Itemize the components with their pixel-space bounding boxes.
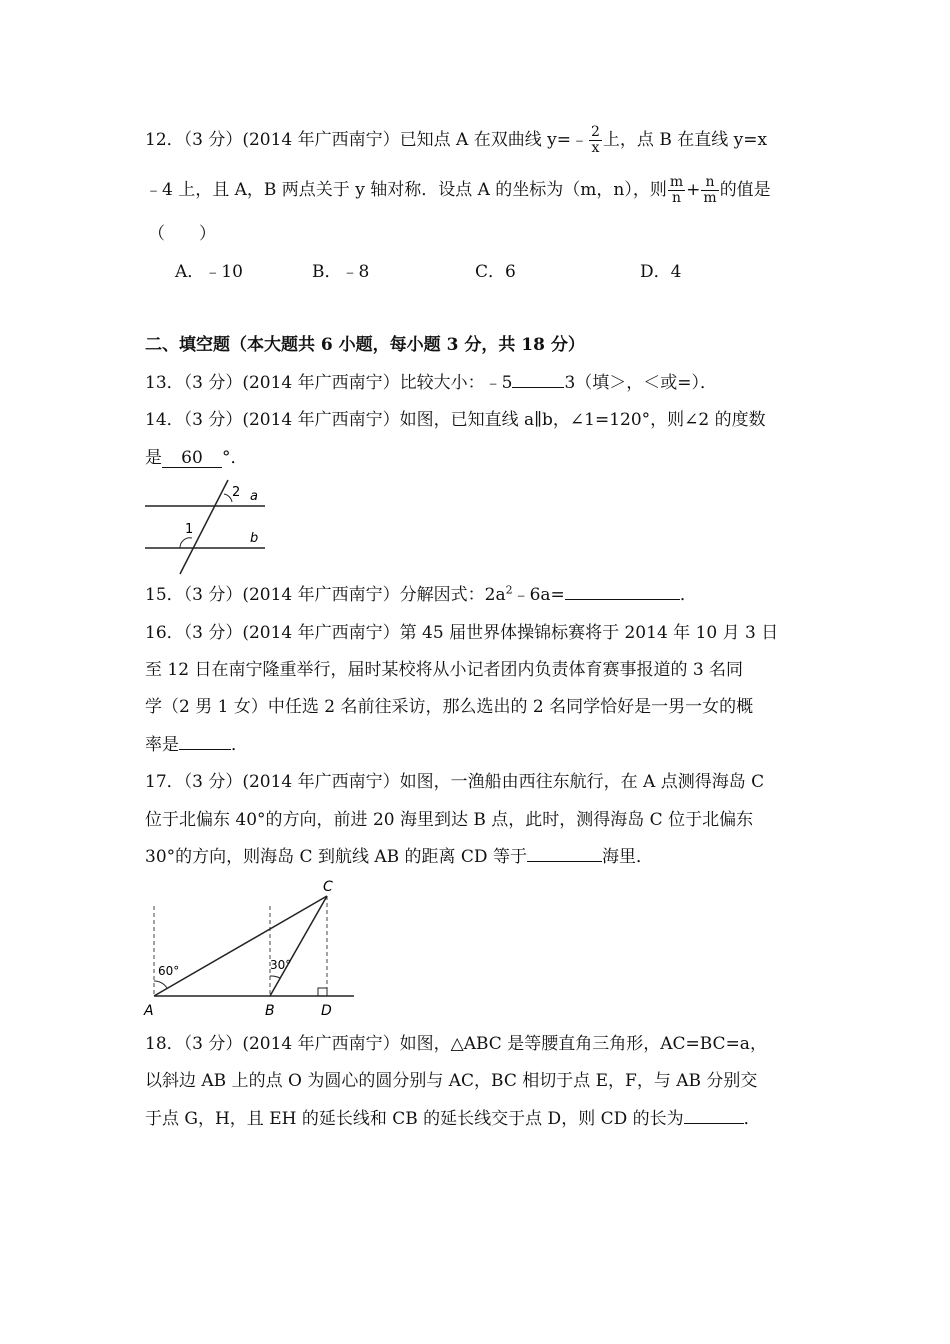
q17-arc-30: [270, 976, 280, 978]
q17-right-angle: [318, 988, 327, 996]
q15-tail: ．: [679, 585, 697, 605]
q18-line2: 以斜边 AB 上的点 O 为圆心的圆分别与 AC，BC 相切于点 E，F，与 AB 分别交: [145, 1071, 758, 1091]
q17-line1: 17．（3 分）(2014 年广西南宁）如图，一渔船由西往东航行，在 A 点测得海岛 C: [145, 772, 765, 792]
q12-option-b: B．﹣8: [312, 262, 370, 282]
q14-label-a: a: [250, 489, 258, 504]
q15-sup: 2: [505, 583, 513, 597]
q12-line1: [145, 125, 767, 156]
q16-line4-post: ．: [231, 735, 248, 755]
q18-line3-pre: 于点 G，H，且 EH 的延长线和 CB 的延长线交于点 D，则 CD 的长为: [145, 1109, 684, 1129]
q16-line1: 16．（3 分）(2014 年广西南宁）第 45 届世界体操锦标赛将于 2014 年 10 月 3 日: [145, 623, 779, 643]
q14-angle2-arc: [224, 494, 232, 502]
q14-angle1-arc: [180, 538, 192, 548]
q16-line4-pre: 率是: [145, 735, 179, 755]
q13-blank: [512, 387, 564, 388]
q12-fraction: [589, 125, 602, 156]
q16-blank: [179, 749, 231, 750]
q14-figure: [140, 478, 270, 578]
q13-tail: 3（填＞，＜或=）．: [564, 373, 718, 393]
q14-label-1: 1: [185, 522, 194, 537]
q12-f2-num: n: [701, 175, 718, 191]
q15-mid: ﹣6a=: [512, 585, 565, 605]
q14-label-b: b: [250, 531, 259, 546]
q12-frac2: [701, 175, 718, 206]
section2-title: 二、填空题（本大题共 6 小题，每小题 3 分，共 18 分）: [145, 335, 585, 355]
q18-line1: 18．（3 分）(2014 年广西南宁）如图，△ABC 是等腰直角三角形，AC=BC=a，: [145, 1034, 767, 1054]
q16-line4: [145, 733, 248, 757]
q12-line2-b: 的值是: [719, 180, 771, 200]
q17-line3: [145, 845, 653, 869]
q17-line3-post: 海里．: [601, 847, 653, 867]
q12-f1-num: m: [669, 174, 684, 190]
q15-line: [145, 583, 697, 607]
q12-line2: [145, 175, 771, 206]
q12-f1-den: n: [672, 190, 682, 206]
q18-line3: [145, 1107, 761, 1131]
q12-option-c: C．6: [475, 262, 516, 282]
q17-segment-bc: [270, 896, 327, 996]
q13-head: 13．（3 分）(2014 年广西南宁）比较大小：﹣5: [145, 373, 513, 393]
q18-line3-post: ．: [743, 1109, 761, 1129]
q12-plus: +: [686, 180, 701, 200]
q15-blank: [565, 599, 680, 600]
q17-label-b: B: [265, 1003, 275, 1019]
q17-line2: 位于北偏东 40°的方向，前进 20 海里到达 B 点，此时，测得海岛 C 位于北偏东: [145, 810, 754, 830]
q13-line: [145, 371, 717, 395]
q17-segment-ac: [154, 896, 327, 996]
q14-answer: 60: [162, 449, 222, 468]
q14-post: °．: [222, 448, 248, 468]
q17-line3-pre: 30°的方向，则海岛 C 到航线 AB 的距离 CD 等于: [145, 847, 527, 867]
q12-head: 12．（3 分）(2014 年广西南宁）已知点 A 在双曲线 y=﹣: [145, 130, 588, 150]
q12-line2-a: ﹣4 上，且 A，B 两点关于 y 轴对称．设点 A 的坐标为（m，n），则: [145, 180, 667, 200]
q16-line3: 学（2 男 1 女）中任选 2 名前往采访，那么选出的 2 名同学恰好是一男一女的概: [145, 697, 754, 717]
q17-label-d: D: [321, 1003, 332, 1019]
q12-option-a: A．﹣10: [175, 262, 243, 282]
q14-line1: 14．（3 分）(2014 年广西南宁）如图，已知直线 a∥b，∠1=120°，则∠2 的度数: [145, 410, 766, 430]
q15-head: 15．（3 分）(2014 年广西南宁）分解因式：2a: [145, 585, 506, 605]
q18-blank: [684, 1123, 744, 1124]
q17-blank: [527, 861, 602, 862]
q12-frac-num: 2: [591, 124, 600, 140]
q17-label-c: C: [323, 879, 333, 895]
q12-option-d: D．4: [640, 262, 682, 282]
q12-frac-den: x: [591, 140, 600, 156]
q14-pre: 是: [145, 448, 162, 468]
q17-label-a: A: [144, 1003, 154, 1019]
q12-paren: （ ）: [148, 224, 216, 244]
q17-figure: [140, 876, 365, 1021]
q17-arc-60: [154, 981, 167, 988]
q17-label-30: 30°: [270, 958, 292, 972]
q17-label-60: 60°: [158, 964, 180, 978]
q12-f2-den: m: [703, 190, 717, 206]
q16-line2: 至 12 日在南宁隆重举行，届时某校将从小记者团内负责体育赛事报道的 3 名同: [145, 660, 744, 680]
q14-label-2: 2: [232, 485, 241, 500]
q14-line2: [145, 446, 248, 470]
q12-frac1: [668, 175, 685, 206]
q12-tail: 上，点 B 在直线 y=x: [602, 130, 768, 150]
